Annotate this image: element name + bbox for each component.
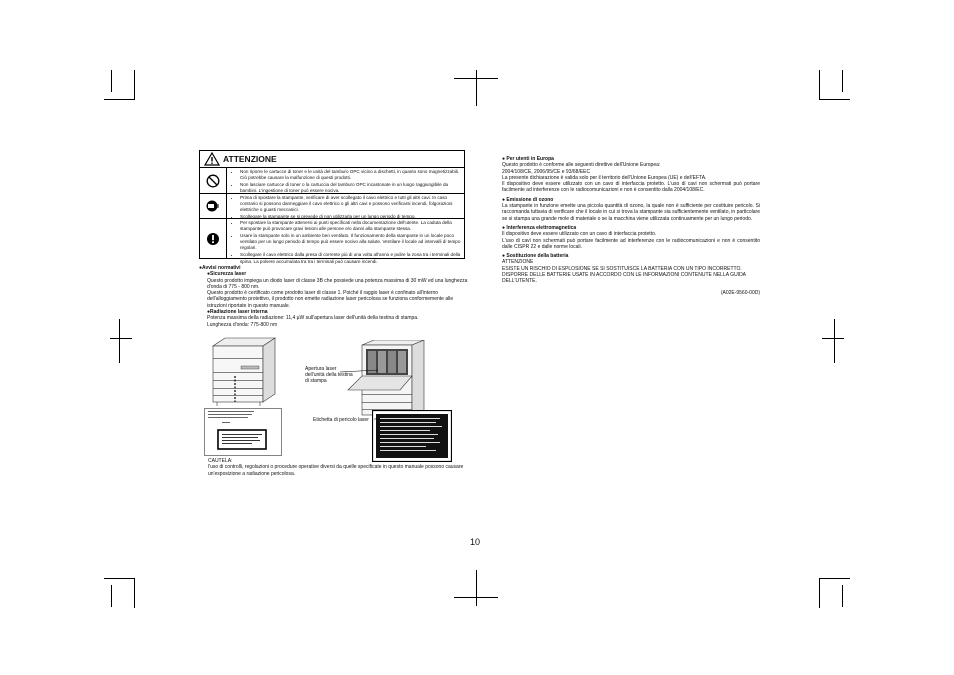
- warning-table: [199, 150, 465, 264]
- europe-heading: ● Per utenti in Europa: [502, 156, 554, 162]
- warning-row: [200, 168, 464, 194]
- warning-row: [200, 219, 464, 264]
- battery-heading: ● Sostituzione della batteria: [502, 253, 569, 260]
- document-code: (A02E-9560-00D): [720, 289, 760, 296]
- printer-exterior-illustration: [205, 336, 285, 408]
- laser-safety-heading: ●Sicurezza laser: [207, 271, 247, 278]
- warning-item: • Non riporre le cartucce di toner e le unità del tamburo OPC vicino a dischetti, in quanto sono magnetizzabili. Ciò potrebbe causare la malfunzione di questi prodotti.: [240, 169, 461, 181]
- warning-row: [200, 194, 464, 219]
- callout-aperture: Apertura laser dell'unità della testina di stampa: [305, 366, 353, 385]
- right-column: [502, 156, 760, 296]
- page-number: 10: [470, 537, 481, 547]
- regulatory-section: [199, 265, 469, 328]
- warning-title: ATTENZIONE: [223, 154, 277, 164]
- callout-hazard-label: Etichetta di pericolo laser: [313, 417, 369, 423]
- warning-item: • Non lasciare cartucce di toner o la cartuccia del tamburo OPC incastonate in un luogo raggiungibile da bambini. L'ingestione di toner può essere nociva.: [240, 182, 461, 194]
- regulatory-heading: ●Avvisi normativi: [199, 265, 241, 271]
- internal-laser-heading: ●Radiazione laser interna: [207, 309, 268, 316]
- caution-block: [208, 458, 466, 477]
- caution-text: l'uso di controlli, regolazioni o procedure operative diversi da quelle specificate in questo manuale possono causare un'esposizione a radiazione pericolosa.: [208, 464, 464, 477]
- warning-item: • Usare la stampante solo in un ambiente ben ventilato. Il funzionamento della stampante in un locale poco ventilato per un lungo periodo di tempo può essere nocivo alla salute. Ventilare il locale ad intervalli di tempo regolari.: [240, 233, 461, 251]
- rear-label-illustration: [204, 408, 282, 456]
- battery-text: ATTENZIONE ESISTE UN RISCHIO DI ESPLOSIONE SE SI SOSTITUISCE LA BATTERIA CON UN TIPO INCORRETTO. DISPORRE DELLE BATTERIE USATE IN ACCORDO CON LE INFORMAZIONI CONTENUTE NELLA GUIDA DELL'UTENTE.: [502, 259, 746, 285]
- warning-item: • Scollegare il cavo elettrico dalla presa di corrente più di una volta all'anno e pulire la zona tra i terminali della spina. La polvere accumulata tra tra i terminali può causare incendi.: [240, 252, 461, 264]
- ozone-text: La stampante in funzione emette una piccola quantità di ozono, la quale non è sufficiente per costituire pericolo. Si raccomanda tuttavia di verificare che il locale in cui si trova la stampante sia sufficientemente ventilato, in particolare se si stampa una grande mole di materiale o se la macchina viene utilizzata continuamente per un lungo periodo.: [502, 203, 760, 222]
- warning-item: • Per spostare la stampante attenersi ai punti specificati nella documentazione dell'utente. La caduta della stampante può provocare gravi lesioni alle persone e/o danni alla stampante stessa.: [240, 220, 461, 232]
- ozone-heading: ● Emissione di ozono: [502, 196, 554, 203]
- warning-triangle-icon: [204, 152, 220, 166]
- warning-item: • Scollegare la stampante se si prevede di non utilizzarla per un lungo periodo di tempo.: [240, 214, 461, 220]
- europe-text: Questo prodotto è conforme alle seguenti direttive dell'Unione Europea: 2004/108/CE, 2006/95/CE e 93/68/EEC La presente dichiarazione è valida solo per il territorio dell'Unione Europea (UE) e dell'EFTA. Il dispositivo deve essere utilizzato con un cavo di interfaccia protetto. L'uso di cavi non schermati può portare facilmente ad interferenze con le radiocomunicazioni e non è consentito dalla 2004/108/EC.: [502, 162, 760, 194]
- mandatory-icon: [206, 232, 220, 246]
- warning-item: • Prima di spostare la stampante, verificare di aver scollegato il cavo elettrico e tutti gli altri cavi. In caso contrario si possono danneggiare il cavo elettrico o gli altri cavi e possono verificarsi incendi, folgorazioni elettriche o guasti meccanici.: [240, 195, 461, 213]
- warning-header: [200, 151, 464, 168]
- emi-heading: ● Interferenza elettromagnetica: [502, 224, 577, 231]
- prohibited-icon: [206, 174, 220, 188]
- caution-heading: CAUTELA:: [208, 458, 233, 464]
- laser-safety-text: Questo prodotto impiega un diodo laser di classe 3B che possiede una potenza massima di 30 mW ed una lunghezza d'onda di 775 - 800 nm. Questo prodotto è certificato come prodotto laser di classe 1. Poiché il raggio laser è confinato all'interno dell'alloggiamento protettivo, il prodotto non emette radiazione laser pericolosa se funziona conformemente alle istruzioni riportate in questo manuale.: [207, 277, 468, 309]
- unplug-icon: [205, 200, 221, 212]
- internal-laser-text: Potenza massima della radiazione: 11,4 µW sull'apertura laser dell'unità della testina di stampa. Lunghezza d'onda: 775-800 nm: [207, 315, 419, 328]
- emi-text: Il dispositivo deve essere utilizzato con un cavo di interfaccia protetto. L'uso di cavi non schermati può portare facilmente ad interferenze con le radiocomunicazioni e non è consentito dalle CISPR 22 e dalle norme locali.: [502, 231, 760, 250]
